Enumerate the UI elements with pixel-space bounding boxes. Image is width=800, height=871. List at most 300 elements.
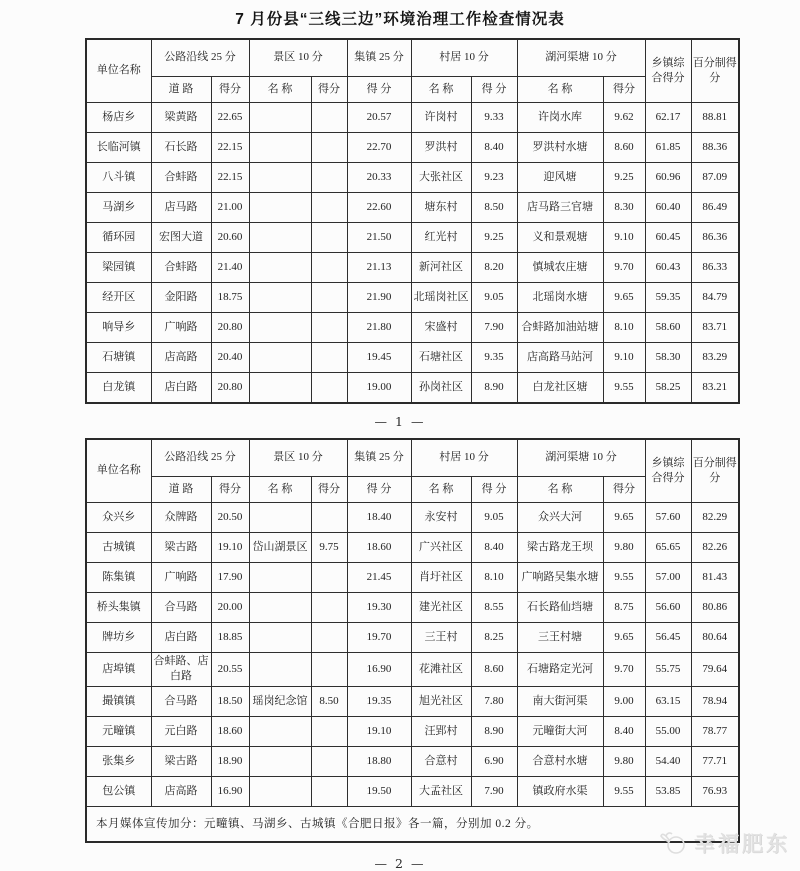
table-cell: 众兴大河	[517, 503, 603, 533]
table-cell: 梁古路	[151, 746, 211, 776]
table-cell: 60.96	[645, 163, 691, 193]
table-cell: 82.29	[691, 503, 739, 533]
table-cell: 建光社区	[411, 593, 471, 623]
table-cell: 60.45	[645, 223, 691, 253]
table-cell: 55.00	[645, 716, 691, 746]
table-cell: 合意村水塘	[517, 746, 603, 776]
unit-name-cell: 包公镇	[86, 776, 151, 806]
table-row	[86, 623, 739, 653]
inspection-table-page1	[85, 38, 740, 404]
table-cell: 三王村	[411, 623, 471, 653]
table-cell: 义和景观塘	[517, 223, 603, 253]
table-cell: 8.40	[603, 716, 645, 746]
table-row	[86, 343, 739, 373]
table-cell: 6.90	[471, 746, 517, 776]
table-cell: 57.60	[645, 503, 691, 533]
table-cell: 21.50	[347, 223, 411, 253]
table-cell	[249, 313, 311, 343]
table-cell: 岱山湖景区	[249, 533, 311, 563]
table-cell: 20.55	[211, 653, 249, 687]
table-cell: 55.75	[645, 653, 691, 687]
table-cell: 86.49	[691, 193, 739, 223]
table-cell: 众牌路	[151, 503, 211, 533]
table-cell: 56.45	[645, 623, 691, 653]
unit-name-cell: 张集乡	[86, 746, 151, 776]
table-row	[86, 593, 739, 623]
header-group-label: 村居 10 分	[411, 439, 517, 477]
table-cell: 62.17	[645, 103, 691, 133]
table-row	[86, 193, 739, 223]
table-cell: 77.71	[691, 746, 739, 776]
table-cell: 78.94	[691, 686, 739, 716]
table-cell: 大张社区	[411, 163, 471, 193]
table-cell: 梁黄路	[151, 103, 211, 133]
table-cell: 石塘路定光河	[517, 653, 603, 687]
table-cell: 9.05	[471, 283, 517, 313]
table-cell: 塘东村	[411, 193, 471, 223]
table-cell: 20.33	[347, 163, 411, 193]
table-cell: 9.05	[471, 503, 517, 533]
table-cell: 元白路	[151, 716, 211, 746]
table-cell: 60.40	[645, 193, 691, 223]
table-cell: 合蚌路、店白路	[151, 653, 211, 687]
table-cell: 18.50	[211, 686, 249, 716]
table-cell: 9.55	[603, 776, 645, 806]
table-row	[86, 283, 739, 313]
unit-name-cell: 杨店乡	[86, 103, 151, 133]
table-cell: 石长路	[151, 133, 211, 163]
table-cell: 88.81	[691, 103, 739, 133]
table-cell: 59.35	[645, 283, 691, 313]
table-cell: 9.33	[471, 103, 517, 133]
table-cell: 肖圩社区	[411, 563, 471, 593]
table-cell: 21.45	[347, 563, 411, 593]
table-cell: 20.57	[347, 103, 411, 133]
table-cell: 石长路仙垱塘	[517, 593, 603, 623]
table-cell	[249, 653, 311, 687]
table-cell: 19.45	[347, 343, 411, 373]
table-cell: 广响路	[151, 563, 211, 593]
table-row	[86, 253, 739, 283]
table-cell: 20.80	[211, 313, 249, 343]
table-cell	[249, 563, 311, 593]
table-cell	[249, 223, 311, 253]
header-percent-score: 百分制得分	[691, 439, 739, 503]
table-cell: 19.70	[347, 623, 411, 653]
header-subcolumn-label: 得分	[211, 477, 249, 503]
header-subcolumn-label: 得 分	[347, 77, 411, 103]
header-comprehensive-score: 乡镇综合得分	[645, 439, 691, 503]
header-group-label: 湖河渠塘 10 分	[517, 39, 645, 77]
table-cell: 7.90	[471, 313, 517, 343]
table-cell: 18.90	[211, 746, 249, 776]
unit-name-cell: 梁园镇	[86, 253, 151, 283]
media-bonus-footnote: 本月媒体宣传加分：元疃镇、马湖乡、古城镇《合肥日报》各一篇，分别加 0.2 分。	[86, 806, 739, 842]
table-cell: 许岗村	[411, 103, 471, 133]
table-cell: 8.40	[471, 533, 517, 563]
table-row	[86, 653, 739, 687]
table-footer	[86, 806, 739, 842]
table-cell: 20.50	[211, 503, 249, 533]
header-group-label: 公路沿线 25 分	[151, 439, 249, 477]
table-cell: 合马路	[151, 686, 211, 716]
table-cell: 许岗水库	[517, 103, 603, 133]
table-cell: 19.35	[347, 686, 411, 716]
table-row	[86, 503, 739, 533]
table-cell	[249, 133, 311, 163]
unit-name-cell: 响导乡	[86, 313, 151, 343]
table-cell: 18.75	[211, 283, 249, 313]
table-cell: 86.33	[691, 253, 739, 283]
table-cell: 9.25	[471, 223, 517, 253]
table-cell: 店白路	[151, 623, 211, 653]
table-cell: 合马路	[151, 593, 211, 623]
watermark-text: 幸福肥东	[694, 833, 790, 856]
table-cell: 9.65	[603, 623, 645, 653]
table-cell: 旭光社区	[411, 686, 471, 716]
table-cell: 9.35	[471, 343, 517, 373]
table-cell: 16.90	[347, 653, 411, 687]
table-cell: 8.90	[471, 373, 517, 404]
table-cell: 金阳路	[151, 283, 211, 313]
unit-name-cell: 循环园	[86, 223, 151, 253]
table-cell: 白龙社区塘	[517, 373, 603, 404]
header-subcolumn-label: 得分	[311, 477, 347, 503]
table-cell: 88.36	[691, 133, 739, 163]
table-cell: 86.36	[691, 223, 739, 253]
table-cell	[311, 593, 347, 623]
table-cell: 80.86	[691, 593, 739, 623]
table-cell	[311, 776, 347, 806]
unit-name-cell: 八斗镇	[86, 163, 151, 193]
table-cell	[249, 283, 311, 313]
inspection-table-page2	[85, 438, 740, 843]
table-cell: 19.10	[211, 533, 249, 563]
table-cell: 北瑶岗水塘	[517, 283, 603, 313]
table-cell	[249, 103, 311, 133]
header-subcolumn-label: 道 路	[151, 477, 211, 503]
table-cell: 16.90	[211, 776, 249, 806]
table-cell: 9.25	[603, 163, 645, 193]
table-cell: 20.40	[211, 343, 249, 373]
table-cell: 梁古路	[151, 533, 211, 563]
table-cell: 9.23	[471, 163, 517, 193]
table-row	[86, 223, 739, 253]
table-cell: 19.00	[347, 373, 411, 404]
header-row-groups	[86, 39, 739, 77]
table-cell: 83.21	[691, 373, 739, 404]
unit-name-cell: 古城镇	[86, 533, 151, 563]
table-cell: 22.15	[211, 163, 249, 193]
table-cell: 瑶岗纪念馆	[249, 686, 311, 716]
header-subcolumn-label: 得 分	[471, 477, 517, 503]
unit-name-cell: 陈集镇	[86, 563, 151, 593]
unit-name-cell: 石塘镇	[86, 343, 151, 373]
table-cell: 56.60	[645, 593, 691, 623]
table-cell: 迎风塘	[517, 163, 603, 193]
table-cell	[249, 373, 311, 404]
table-cell	[311, 193, 347, 223]
table-cell	[311, 373, 347, 404]
table-cell: 9.70	[603, 253, 645, 283]
table-cell: 9.80	[603, 533, 645, 563]
table-cell: 9.10	[603, 223, 645, 253]
table-cell: 20.00	[211, 593, 249, 623]
table-cell	[249, 163, 311, 193]
header-percent-score: 百分制得分	[691, 39, 739, 103]
table-cell	[249, 503, 311, 533]
header-comprehensive-score: 乡镇综合得分	[645, 39, 691, 103]
table-cell	[311, 313, 347, 343]
table-cell: 83.29	[691, 343, 739, 373]
header-subcolumn-label: 得 分	[347, 477, 411, 503]
table-cell: 21.80	[347, 313, 411, 343]
header-subcolumn-label: 得分	[311, 77, 347, 103]
table-cell: 81.43	[691, 563, 739, 593]
table-cell	[249, 746, 311, 776]
table-row	[86, 373, 739, 404]
table-cell	[311, 746, 347, 776]
header-unit-name: 单位名称	[86, 39, 151, 103]
unit-name-cell: 经开区	[86, 283, 151, 313]
table-row	[86, 686, 739, 716]
table-cell: 合蚌路	[151, 253, 211, 283]
header-subcolumn-label: 得 分	[471, 77, 517, 103]
table-cell: 22.15	[211, 133, 249, 163]
unit-name-cell: 桥头集镇	[86, 593, 151, 623]
table-cell: 20.80	[211, 373, 249, 404]
table-cell	[311, 223, 347, 253]
table-cell: 18.60	[347, 533, 411, 563]
table-cell	[311, 343, 347, 373]
table-cell	[249, 193, 311, 223]
header-subcolumn-label: 得分	[211, 77, 249, 103]
table-cell: 孙岗社区	[411, 373, 471, 404]
table-cell: 61.85	[645, 133, 691, 163]
header-group-label: 公路沿线 25 分	[151, 39, 249, 77]
header-subcolumn-label: 名 称	[411, 77, 471, 103]
table-row	[86, 103, 739, 133]
table-cell: 80.64	[691, 623, 739, 653]
table-cell: 58.30	[645, 343, 691, 373]
table-cell: 53.85	[645, 776, 691, 806]
table-cell: 78.77	[691, 716, 739, 746]
unit-name-cell: 牌坊乡	[86, 623, 151, 653]
table-cell: 罗洪村水塘	[517, 133, 603, 163]
header-subcolumn-label: 名 称	[517, 477, 603, 503]
table-cell: 22.70	[347, 133, 411, 163]
table-cell	[249, 623, 311, 653]
table-cell: 店白路	[151, 373, 211, 404]
table-cell: 罗洪村	[411, 133, 471, 163]
table-header	[86, 439, 739, 503]
table-cell: 南大街河渠	[517, 686, 603, 716]
table-cell: 9.75	[311, 533, 347, 563]
table-cell: 54.40	[645, 746, 691, 776]
table-cell: 19.30	[347, 593, 411, 623]
table-cell: 8.75	[603, 593, 645, 623]
header-subcolumn-label: 名 称	[411, 477, 471, 503]
table-cell: 8.10	[471, 563, 517, 593]
table-cell: 9.10	[603, 343, 645, 373]
unit-name-cell: 撮镇镇	[86, 686, 151, 716]
table-cell: 元疃街大河	[517, 716, 603, 746]
table-cell	[249, 776, 311, 806]
table-cell: 82.26	[691, 533, 739, 563]
table-row	[86, 776, 739, 806]
header-group-label: 集镇 25 分	[347, 39, 411, 77]
table-cell: 8.10	[603, 313, 645, 343]
header-subcolumn-label: 名 称	[249, 77, 311, 103]
table-cell: 广响路	[151, 313, 211, 343]
unit-name-cell: 众兴乡	[86, 503, 151, 533]
table-cell: 8.50	[471, 193, 517, 223]
table-cell: 三王村塘	[517, 623, 603, 653]
table-cell: 9.55	[603, 563, 645, 593]
unit-name-cell: 长临河镇	[86, 133, 151, 163]
table-cell: 18.85	[211, 623, 249, 653]
header-group-label: 村居 10 分	[411, 39, 517, 77]
unit-name-cell: 马湖乡	[86, 193, 151, 223]
unit-name-cell: 白龙镇	[86, 373, 151, 404]
table-row	[86, 563, 739, 593]
table-cell: 广响路吴集水塘	[517, 563, 603, 593]
table-cell: 9.80	[603, 746, 645, 776]
table-cell: 65.65	[645, 533, 691, 563]
table-cell: 8.50	[311, 686, 347, 716]
table-cell: 宋盛村	[411, 313, 471, 343]
table-cell: 18.80	[347, 746, 411, 776]
table-cell: 84.79	[691, 283, 739, 313]
table-cell: 8.90	[471, 716, 517, 746]
page-title: 7 月份县“三线三边”环境治理工作检查情况表	[235, 11, 565, 28]
unit-name-cell: 元疃镇	[86, 716, 151, 746]
header-group-label: 湖河渠塘 10 分	[517, 439, 645, 477]
table-cell	[311, 253, 347, 283]
table-cell: 梁古路龙王坝	[517, 533, 603, 563]
table-cell: 18.60	[211, 716, 249, 746]
table-cell: 9.62	[603, 103, 645, 133]
table-cell	[311, 283, 347, 313]
table-cell: 76.93	[691, 776, 739, 806]
table-cell: 店高路	[151, 343, 211, 373]
table-cell: 红光村	[411, 223, 471, 253]
header-subcolumn-label: 得分	[603, 77, 645, 103]
table-cell: 永安村	[411, 503, 471, 533]
header-unit-name: 单位名称	[86, 439, 151, 503]
table-cell: 8.60	[603, 133, 645, 163]
table-cell: 店马路	[151, 193, 211, 223]
table-cell: 9.00	[603, 686, 645, 716]
table-cell: 58.25	[645, 373, 691, 404]
table-cell: 8.30	[603, 193, 645, 223]
header-subcolumn-label: 名 称	[517, 77, 603, 103]
header-group-label: 景区 10 分	[249, 439, 347, 477]
bird-circle-logo-icon	[659, 830, 689, 856]
table-row	[86, 163, 739, 193]
table-cell: 21.13	[347, 253, 411, 283]
table-cell: 8.25	[471, 623, 517, 653]
table-cell: 店马路三官塘	[517, 193, 603, 223]
table-cell: 店高路	[151, 776, 211, 806]
table-cell: 58.60	[645, 313, 691, 343]
document-page	[0, 7, 800, 871]
table-row	[86, 746, 739, 776]
table-cell: 汪郢村	[411, 716, 471, 746]
table-cell: 店高路马站河	[517, 343, 603, 373]
table-cell: 9.70	[603, 653, 645, 687]
table-cell: 21.40	[211, 253, 249, 283]
table-cell	[311, 133, 347, 163]
table-cell: 17.90	[211, 563, 249, 593]
table-cell: 9.55	[603, 373, 645, 404]
table-cell: 慎城农庄塘	[517, 253, 603, 283]
table-cell: 8.40	[471, 133, 517, 163]
table-header	[86, 39, 739, 103]
table-cell: 合蚌路	[151, 163, 211, 193]
table-cell	[311, 623, 347, 653]
table-cell	[249, 716, 311, 746]
table-cell: 合意村	[411, 746, 471, 776]
table-cell	[311, 653, 347, 687]
table-cell: 宏图大道	[151, 223, 211, 253]
table-cell: 22.65	[211, 103, 249, 133]
table-cell: 9.65	[603, 503, 645, 533]
header-group-label: 景区 10 分	[249, 39, 347, 77]
table-cell: 镇政府水渠	[517, 776, 603, 806]
table-cell: 花滩社区	[411, 653, 471, 687]
table-cell: 21.00	[211, 193, 249, 223]
table-cell: 19.50	[347, 776, 411, 806]
table-cell: 60.43	[645, 253, 691, 283]
table-cell: 合蚌路加油站塘	[517, 313, 603, 343]
table-cell: 北瑶岗社区	[411, 283, 471, 313]
header-subcolumn-label: 名 称	[249, 477, 311, 503]
table-cell	[249, 343, 311, 373]
table-row	[86, 716, 739, 746]
table-cell: 石塘社区	[411, 343, 471, 373]
table-cell	[311, 716, 347, 746]
table-row	[86, 533, 739, 563]
header-row-subcolumns	[86, 477, 739, 503]
table-cell: 8.20	[471, 253, 517, 283]
table-row	[86, 133, 739, 163]
table-cell: 8.55	[471, 593, 517, 623]
table-cell: 新河社区	[411, 253, 471, 283]
table-cell: 21.90	[347, 283, 411, 313]
table-cell: 7.80	[471, 686, 517, 716]
page-number-1: — 1 —	[374, 414, 426, 429]
unit-name-cell: 店埠镇	[86, 653, 151, 687]
table-body	[86, 103, 739, 404]
table-cell: 20.60	[211, 223, 249, 253]
table-cell	[311, 503, 347, 533]
table-cell: 22.60	[347, 193, 411, 223]
page-number-2: — 2 —	[374, 855, 426, 871]
table-cell: 大孟社区	[411, 776, 471, 806]
header-row-subcolumns	[86, 77, 739, 103]
table-cell: 83.71	[691, 313, 739, 343]
table-cell: 9.65	[603, 283, 645, 313]
table-cell: 18.40	[347, 503, 411, 533]
table-cell: 19.10	[347, 716, 411, 746]
table-cell: 7.90	[471, 776, 517, 806]
table-cell	[249, 253, 311, 283]
header-subcolumn-label: 得分	[603, 477, 645, 503]
table-cell	[249, 593, 311, 623]
header-group-label: 集镇 25 分	[347, 439, 411, 477]
table-cell	[311, 163, 347, 193]
